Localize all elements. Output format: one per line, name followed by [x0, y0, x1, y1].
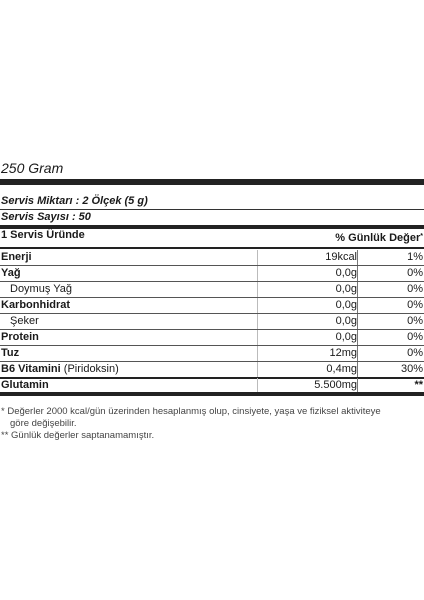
nutrient-name-text: Tuz	[1, 347, 20, 359]
table-row	[0, 330, 424, 346]
nutrient-amount: 0,0g	[335, 299, 357, 311]
nutrient-daily-value: 0%	[407, 283, 423, 295]
column-separator	[357, 330, 358, 346]
column-separator	[357, 314, 358, 330]
column-header-right-text: % Günlük Değer	[335, 232, 421, 244]
column-separator	[257, 330, 258, 346]
nutrient-name	[1, 331, 39, 344]
nutrient-name-text: Enerji	[1, 251, 32, 263]
nutrient-amount: 0,4mg	[326, 363, 357, 375]
footnote-daily-values	[1, 406, 381, 430]
nutrient-name	[10, 315, 39, 328]
serving-size	[1, 195, 148, 208]
column-separator	[257, 282, 258, 298]
nutrient-daily-value: 0%	[407, 267, 423, 279]
column-header-left: 1 Servis Üründe	[1, 229, 85, 241]
column-separator	[257, 266, 258, 282]
product-weight: 250 Gram	[1, 160, 64, 176]
nutrient-name-text: B6 Vitamini	[1, 363, 61, 375]
divider	[0, 209, 424, 210]
footnote-line: * Değerler 2000 kcal/gün üzerinden hesaplanmış olup, cinsiyete, yaşa ve fiziksel aktiviteye	[1, 406, 381, 417]
table-row	[0, 346, 424, 362]
table-row	[0, 250, 424, 266]
column-separator	[357, 346, 358, 362]
nutrient-amount: 19kcal	[325, 251, 357, 263]
nutrient-name	[1, 251, 32, 264]
nutrient-name	[1, 379, 49, 392]
nutrient-daily-value: 1%	[407, 251, 423, 263]
bottom-divider	[0, 392, 424, 396]
nutrient-daily-value: 0%	[407, 331, 423, 343]
table-row	[0, 298, 424, 314]
nutrient-name	[1, 299, 70, 312]
footnote-line: göre değişebilir.	[10, 418, 77, 429]
table-row	[0, 362, 424, 378]
column-separator	[257, 250, 258, 266]
nutrient-name	[10, 283, 72, 296]
nutrient-amount: 12mg	[329, 347, 357, 359]
nutrient-name-text: Yağ	[1, 267, 21, 279]
column-header-right-mark: *	[420, 233, 423, 240]
table-row	[0, 282, 424, 298]
column-separator	[257, 298, 258, 314]
column-separator	[257, 346, 258, 362]
column-header-right	[335, 232, 423, 245]
nutrient-daily-value: 0%	[407, 299, 423, 311]
nutrient-daily-value: 0%	[407, 315, 423, 327]
nutrient-amount: 0,0g	[335, 267, 357, 279]
nutrient-name-text: Doymuş Yağ	[10, 283, 72, 295]
top-divider	[0, 179, 424, 185]
nutrient-daily-value: 0%	[407, 347, 423, 359]
column-separator	[357, 250, 358, 266]
nutrient-name-text: Karbonhidrat	[1, 299, 71, 311]
nutrient-name-text: Şeker	[10, 315, 39, 327]
table-row	[0, 314, 424, 330]
serving-size-text: Servis Miktarı : 2 Ölçek (5 g)	[1, 195, 148, 207]
column-separator	[257, 314, 258, 330]
nutrient-name	[1, 347, 19, 360]
column-separator	[357, 282, 358, 298]
nutrient-name-suffix: (Piridoksin)	[60, 363, 119, 375]
column-separator	[257, 362, 258, 378]
nutrient-name-text: Protein	[1, 331, 39, 343]
nutrient-daily-value: **	[414, 379, 423, 391]
nutrient-amount: 0,0g	[335, 283, 357, 295]
nutrient-amount: 0,0g	[335, 331, 357, 343]
nutrient-name	[1, 363, 119, 376]
nutrient-amount: 0,0g	[335, 315, 357, 327]
nutrient-name	[1, 267, 21, 280]
column-separator	[357, 266, 358, 282]
nutrient-amount: 5.500mg	[314, 379, 357, 391]
footnote-undetermined: ** Günlük değerler saptanamamıştır.	[1, 430, 155, 441]
column-separator	[357, 298, 358, 314]
servings-per-container: Servis Sayısı : 50	[1, 211, 91, 223]
column-separator	[357, 362, 358, 378]
table-row	[0, 266, 424, 282]
nutrient-daily-value: 30%	[400, 363, 423, 375]
header-divider	[0, 247, 424, 249]
nutrient-name-text: Glutamin	[1, 379, 49, 391]
